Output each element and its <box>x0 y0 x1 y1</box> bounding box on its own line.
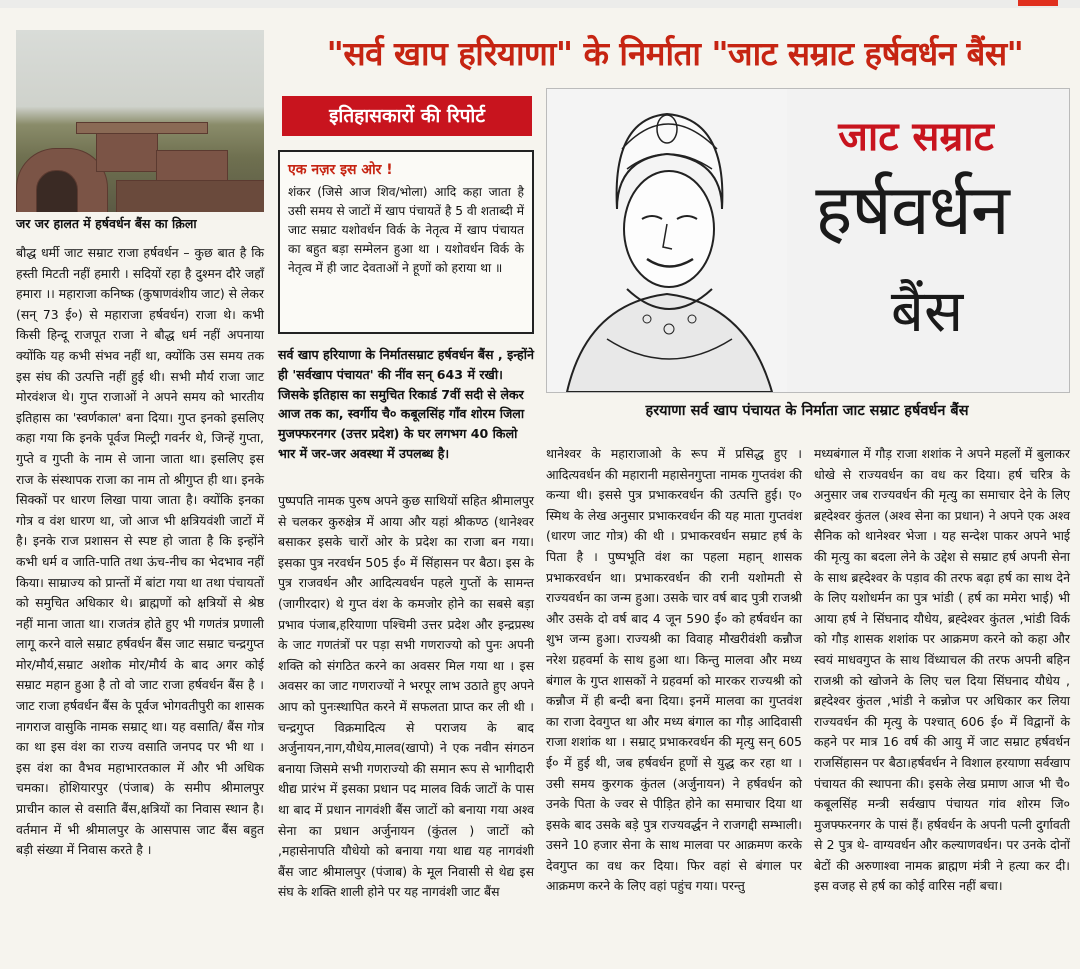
box-heading: एक नज़र इस ओर ! <box>288 162 393 178</box>
report-label: इतिहासकारों की रिपोर्ट <box>282 96 532 136</box>
portrait-caption: हरयाणा सर्व खाप पंचायत के निर्माता जाट सम्राट हर्षवर्धन बैंस <box>645 403 969 419</box>
column-2-text: पुष्पपति नामक पुरुष अपने कुछ साथियों सहित श्रीमालपुर से चलकर कुरुक्षेत्र में आया और यहां श्रीकण्ठ (थानेश्वर बसाकर इसके चारों ओर के प्रदेश का राजा बन गया। इसका पुत्र नरवर्धन 505 ई० में सिंहासन पर बैठा। इस के पुत्र राजवर्धन और आदित्यवर्धन पहले गुप्तों के सामन्त (जागीरदार) थे गुप्त वंश के कमजोर होने का सबसे बड़ा प्रभाव पंजाब,हरियाणा पश्चिमी उत्तर प्रदेश और इन्द्रप्रस्थ के जाट गणतंत्रों पर पड़ा सभी गणराज्यो को पुनः अपनी शक्ति को संगठित करने का अवसर मिल गया था । इस अवसर का जाट गणराज्यों ने भरपूर लाभ उठाते हुए अपने आप को पुनःस्थापित करने में सफलता प्राप्त कर ली थी । चन्द्रगुप्त विक्रमादित्य से पराजय के बाद अर्जुनायन,नाग,यौधेय,मालव(खापो) ने एक नवीन संगठन बनाया जिसमे सभी गणराज्यो की समान रूप से भागीदारी थीद्य प्रारंभ में इसका प्रधान पद मालव विर्क जाटों के पास था बाद में प्रधान नागवंशी बैंस जाटों को बनाया गया अश्व सेना का प्रधान अर्जुनायन (कुंतल ) जाटों को ,महासेनापति यौधेयो को बनाया गया थाद्य यह नागवंशी बैंस जाट श्रीमालपुर (पंजाब) के मूल निवासी से थेद्य इस संघ के शक्ति शाली होने पर यह नागवंशी जाट बैंस <box>278 493 534 900</box>
top-strip <box>0 0 1080 8</box>
portrait-line1: जाट सम्राट <box>838 114 994 160</box>
headline: "सर्व खाप हरियाणा" के निर्माता "जाट सम्राट हर्षवर्धन बैंस" <box>326 34 1024 73</box>
bold-summary: सर्व खाप हरियाणा के निर्मातसम्राट हर्षवर्धन बैंस , इन्होंने ही 'सर्वखाप पंचायत' की नींव सन् 643 में रखी। जिसके इतिहास का समुचित रिकार्ड 7वीं सदी से लेकर आज तक का, स्वर्गीय चै० कबूलसिंह गाँव शोरम जिला मुजफ्फरनगर (उत्तर प्रदेश) के घर लगभग 40 किलो भार में जर-जर अवस्था में उपलब्ध है। <box>278 347 534 461</box>
king-portrait-illustration <box>547 89 787 392</box>
fort-photo <box>16 30 264 212</box>
box-text: शंकर (जिसे आज शिव/भोला) आदि कहा जाता है उसी समय से जाटों में खाप पंचायतें है 5 वी शताब्दी में जाट सम्राट यशोवर्धन विर्क के नेतृत्व में खाप पंचायत का बहुत बड़ा सम्मेलन हुआ था । यशोवर्धन विर्क के नेतृत्व में ही जाट देवताओं ने हूणों को हराया था ॥ <box>288 185 524 275</box>
highlight-box <box>278 150 534 334</box>
portrait-graphic <box>546 88 1070 393</box>
portrait-line3: बैंस <box>890 277 964 345</box>
portrait-line2: हर्षवर्धन <box>815 169 1009 251</box>
column-1-text: बौद्ध धर्मी जाट सम्राट राजा हर्षवर्धन – कुछ बात है कि हस्ती मिटती नहीं हमारी । सदियों रहा है दुश्मन दौरे जहाँ हमारा ।। महाराजा कनिष्क (कुषाणवंशीय जाट) से लेकर (सन् 73 ई०) से महाराजा हर्षवर्धन) राजा थे। कभी किसी हिन्दू राजपूत राजा ने बौद्ध धर्म नहीं अपनाया क्योंकि यह कभी संभव नहीं था, क्योंकि उस समय तक इस संघ की उत्पत्ति नहीं हुई थी। सभी मौर्य राजा जाट मोरवंशज थे। गुप्त राजाओं ने अपने समय को भारतीय इतिहास का 'स्वर्णकाल' बना दिया। गुप्त इनको इसलिए कहा गया कि इनके पूर्वज मिल्ट्री गवर्नर थे, जिन्हें गुप्ता, गुप्ते व गुप्ती के नाम से जाना जाता था। इसलिए इस राज के संस्थापक राजा का नाम तो श्रीगुप्त ही था। इनके सिक्कों पर धारण लिखा पाया जाता है। क्योंकि इनका गोत्र व वंश धारण था, जो आज भी क्षत्रियवंशी जाटों में है। इनके राज प्रशासन से स्पष्ट हो जाता है कि इन्होंने कभी धर्म व जाति-पाति तथा ऊंच-नीच का भेदभाव नहीं किया। साम्राज्य को प्रान्तों में बांटा गया था तथा पंचायतों को समुचित अधिकार थे। ब्राह्मणों को क्षत्रियों से श्रेष्ठ नहीं माना जाता था। राजतंत्र होते हुए भी गणतंत्र प्रणाली लागू करने वाले सम्राट हर्षवर्धन बैंस जाट सम्राट चन्द्रगुप्त मोर/मौर्य,सम्राट अशोक मोर/मौर्य के बाद अगर कोई सम्राट महान हुआ है तो वो जाट राजा हर्षवर्धन बैंस है । जाट राजा हर्षवर्धन बैंस के पूर्वज भोगवतीपुरी का शासक नागराज वासुकि नामक सम्राट् था। यह वसाति/ बैंस गोत्र का था इस वंश का राज्य वसाति जनपद पर भी था । इस वंश का वैभव महाभारतकाल में और भी अधिक चमका। होशियारपुर (पंजाब) के समीप श्रीमालपुर प्राचीन काल से वसाति बैंस,क्षत्रियों का निवास स्थान है। वर्तमान में भी श्रीमालपुर के आसपास जाट बैंस बहुत बड़ी संख्या में निवास करते है । <box>16 245 264 858</box>
photo-caption: जर जर हालत में हर्षवर्धन बैंस का क़िला <box>16 216 197 231</box>
column-4-text: मध्यबंगाल में गौड़ राजा शशांक ने अपने महलों में बुलाकर धोखे से राज्यवर्धन का वध कर दिया। हर्ष चरित्र के अनुसार जब राज्यवर्धन की मृत्यु का समाचार देने के लिए ब्रह्देश्वर कुंतल (अश्व सेना का प्रधान) ने अपने एक अश्व सैनिक को थानेश्वर भेजा । यह सन्देश पाकर अपने भाई की मृत्यु का बदला लेने के उद्देश से सम्राट हर्ष अपनी सेना के साथ ब्रह्देश्वर के पड़ाव की तरफ बढ़ा हर्ष का साथ देने के लिए यशोधर्मन का पुत्र भांडी ( हर्ष का ममेरा भाई) भी आया हर्ष ने सिंघनाद यौधेय, ब्रह्देश्वर कुंतल ,भांडी विर्क को गौड़ शासक शशांक पर आक्रमण करने को कहा और स्वयं माधवगुप्त के साथ विंध्याचल की तरफ अपनी बहिन राजश्री को खोजने के लिए चल दिया सिंघनाद यौधेय , ब्रह्देश्वर कुंतल ,भांडी ने कन्नोज पर अधिकार कर लिया राज्यवर्धन की मृत्यु के पश्चात् 606 ई० में विद्वानों के कहने पर मात्र 16 वर्ष की आयु में जाट सम्राट हर्षवर्धन राजसिंहासन पर बैठा।हर्षवर्धन ने विशाल हरयाणा सर्वखाप पंचायत की स्थापना की। इसके लेख प्रमाण आज भी चै० कबूलसिंह मन्त्री सर्वखाप पंचायत गांव शोरम जि० मुजफ्फरनगर के पासं हैं। हर्षवर्धन के अपनी पत्नी दुर्गावती से 2 पुत्र थे- वाग्यवर्धन और कल्याणवर्धन। पर उनके दोनों बेटों की अरुणाश्वा नामक ब्राह्मण मंत्री ने हत्या कर दी। इस वजह से हर्ष का कोई वारिस नहीं बचा। <box>814 446 1070 894</box>
top-accent <box>1018 0 1058 6</box>
column-3-text: थानेश्वर के महाराजाओ के रूप में प्रसिद्ध हुए । आदित्यवर्धन की महारानी महासेनगुप्ता नामक गुप्तवंश की कन्या थी। इससे पुत्र प्रभाकरवर्धन की उत्पत्ति हुई। ए० स्मिथ के लेख अनुसार प्रभाकरवर्धन की यह माता गुप्तवंश (धारण जाट गोत्र) की थी । प्रभाकरवर्धन सम्राट हर्ष के पिता है । पुष्पभूति वंश का पहला महान् शासक प्रभाकरवर्धन था। प्रभाकरवर्धन की रानी यशोमती से राज्यवर्धन का जन्म हुआ। उसके चार वर्ष बाद पुत्री राजश्री और उसके दो वर्ष बाद 4 जून 590 ई० को हर्षवर्धन का शुभ जन्म हुआ। राज्यश्री का विवाह मौखरीवंशी कन्नौज नरेश ग्रहवर्मा के साथ हुआ था। किन्तु मालवा और मध्य बंगाल के गुप्त शासकों ने ग्रहवर्मा को मारकर राज्यश्री को कन्नौज में ही बन्दी बना दिया। इनमें मालवा का गुप्तवंश का राजा देवगुप्त था और मध्य बंगाल का गौड़ आदिवासी राजा शशांक था । सम्राट् प्रभाकरवर्धन की मृत्यु सन् 605 ई० में हुई थी, जब हर्षवर्धन हूणों से युद्ध कर रहा था । उसी समय कुरगक कुंतल (अर्जुनायन) ने हर्षवर्धन को उनके पिता के ज्वर से पीड़ित होने का समाचार दिया था इसके बाद उसके बड़े पुत्र राज्यवर्द्धन ने राजगद्दी सम्भाली। उसने 10 हजार सेना के साथ मालवा पर आक्रमण करके देवगुप्त का वध कर दिया। फिर वहां से बंगाल पर आक्रमण करने के लिए वहां पहुंच गया। परन्तु <box>546 446 802 894</box>
